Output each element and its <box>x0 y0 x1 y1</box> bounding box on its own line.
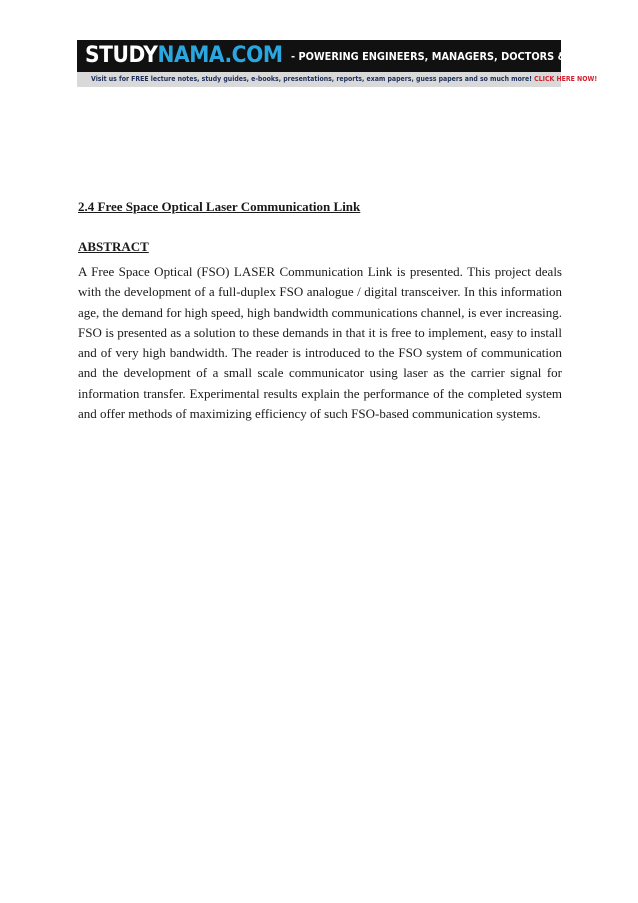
banner-info-strip <box>77 72 598 87</box>
banner-top-bar <box>77 40 626 72</box>
studynama-banner[interactable] <box>77 40 626 87</box>
visit-message: Visit us for FREE lecture notes, study guides, e-books, presentations, reports, exam papers, guess papers and so much more! <box>91 75 535 83</box>
abstract-line: and offer methods of maximizing efficiency of such FSO-based communication systems. <box>78 406 541 422</box>
logo-text-white: STUDY <box>85 43 158 68</box>
abstract-line: and the development of a small scale communicator using laser as the carrier signal for <box>78 365 562 381</box>
logo-text-accent: NAMA.COM <box>157 43 283 68</box>
abstract-line: information transfer. Experimental results explain the performance of the completed system <box>78 385 562 401</box>
abstract-line: and of very high bandwidth. The reader is introduced to the FSO system of communication <box>78 345 562 361</box>
click-here-now-link[interactable]: CLICK HERE NOW! <box>534 75 598 83</box>
banner-tagline: - POWERING ENGINEERS, MANAGERS, DOCTORS & LAWYERS. <box>291 51 626 63</box>
studynama-logo[interactable] <box>85 43 283 69</box>
abstract-body <box>78 262 562 424</box>
banner-visit-text <box>91 74 597 85</box>
abstract-title: ABSTRACT <box>78 239 149 254</box>
abstract-line: FSO is presented as a solution to these demands in that it is free to implement, easy to install <box>78 324 562 340</box>
abstract-line: A Free Space Optical (FSO) LASER Communication Link is presented. This project deals <box>78 264 562 279</box>
abstract-line: with the development of a full-duplex FSO analogue / digital transceiver. In this information <box>78 284 562 300</box>
section-heading: 2.4 Free Space Optical Laser Communication Link <box>78 199 361 214</box>
abstract-line: age, the demand for high speed, high bandwidth communications channel, is ever increasing. <box>78 304 562 320</box>
